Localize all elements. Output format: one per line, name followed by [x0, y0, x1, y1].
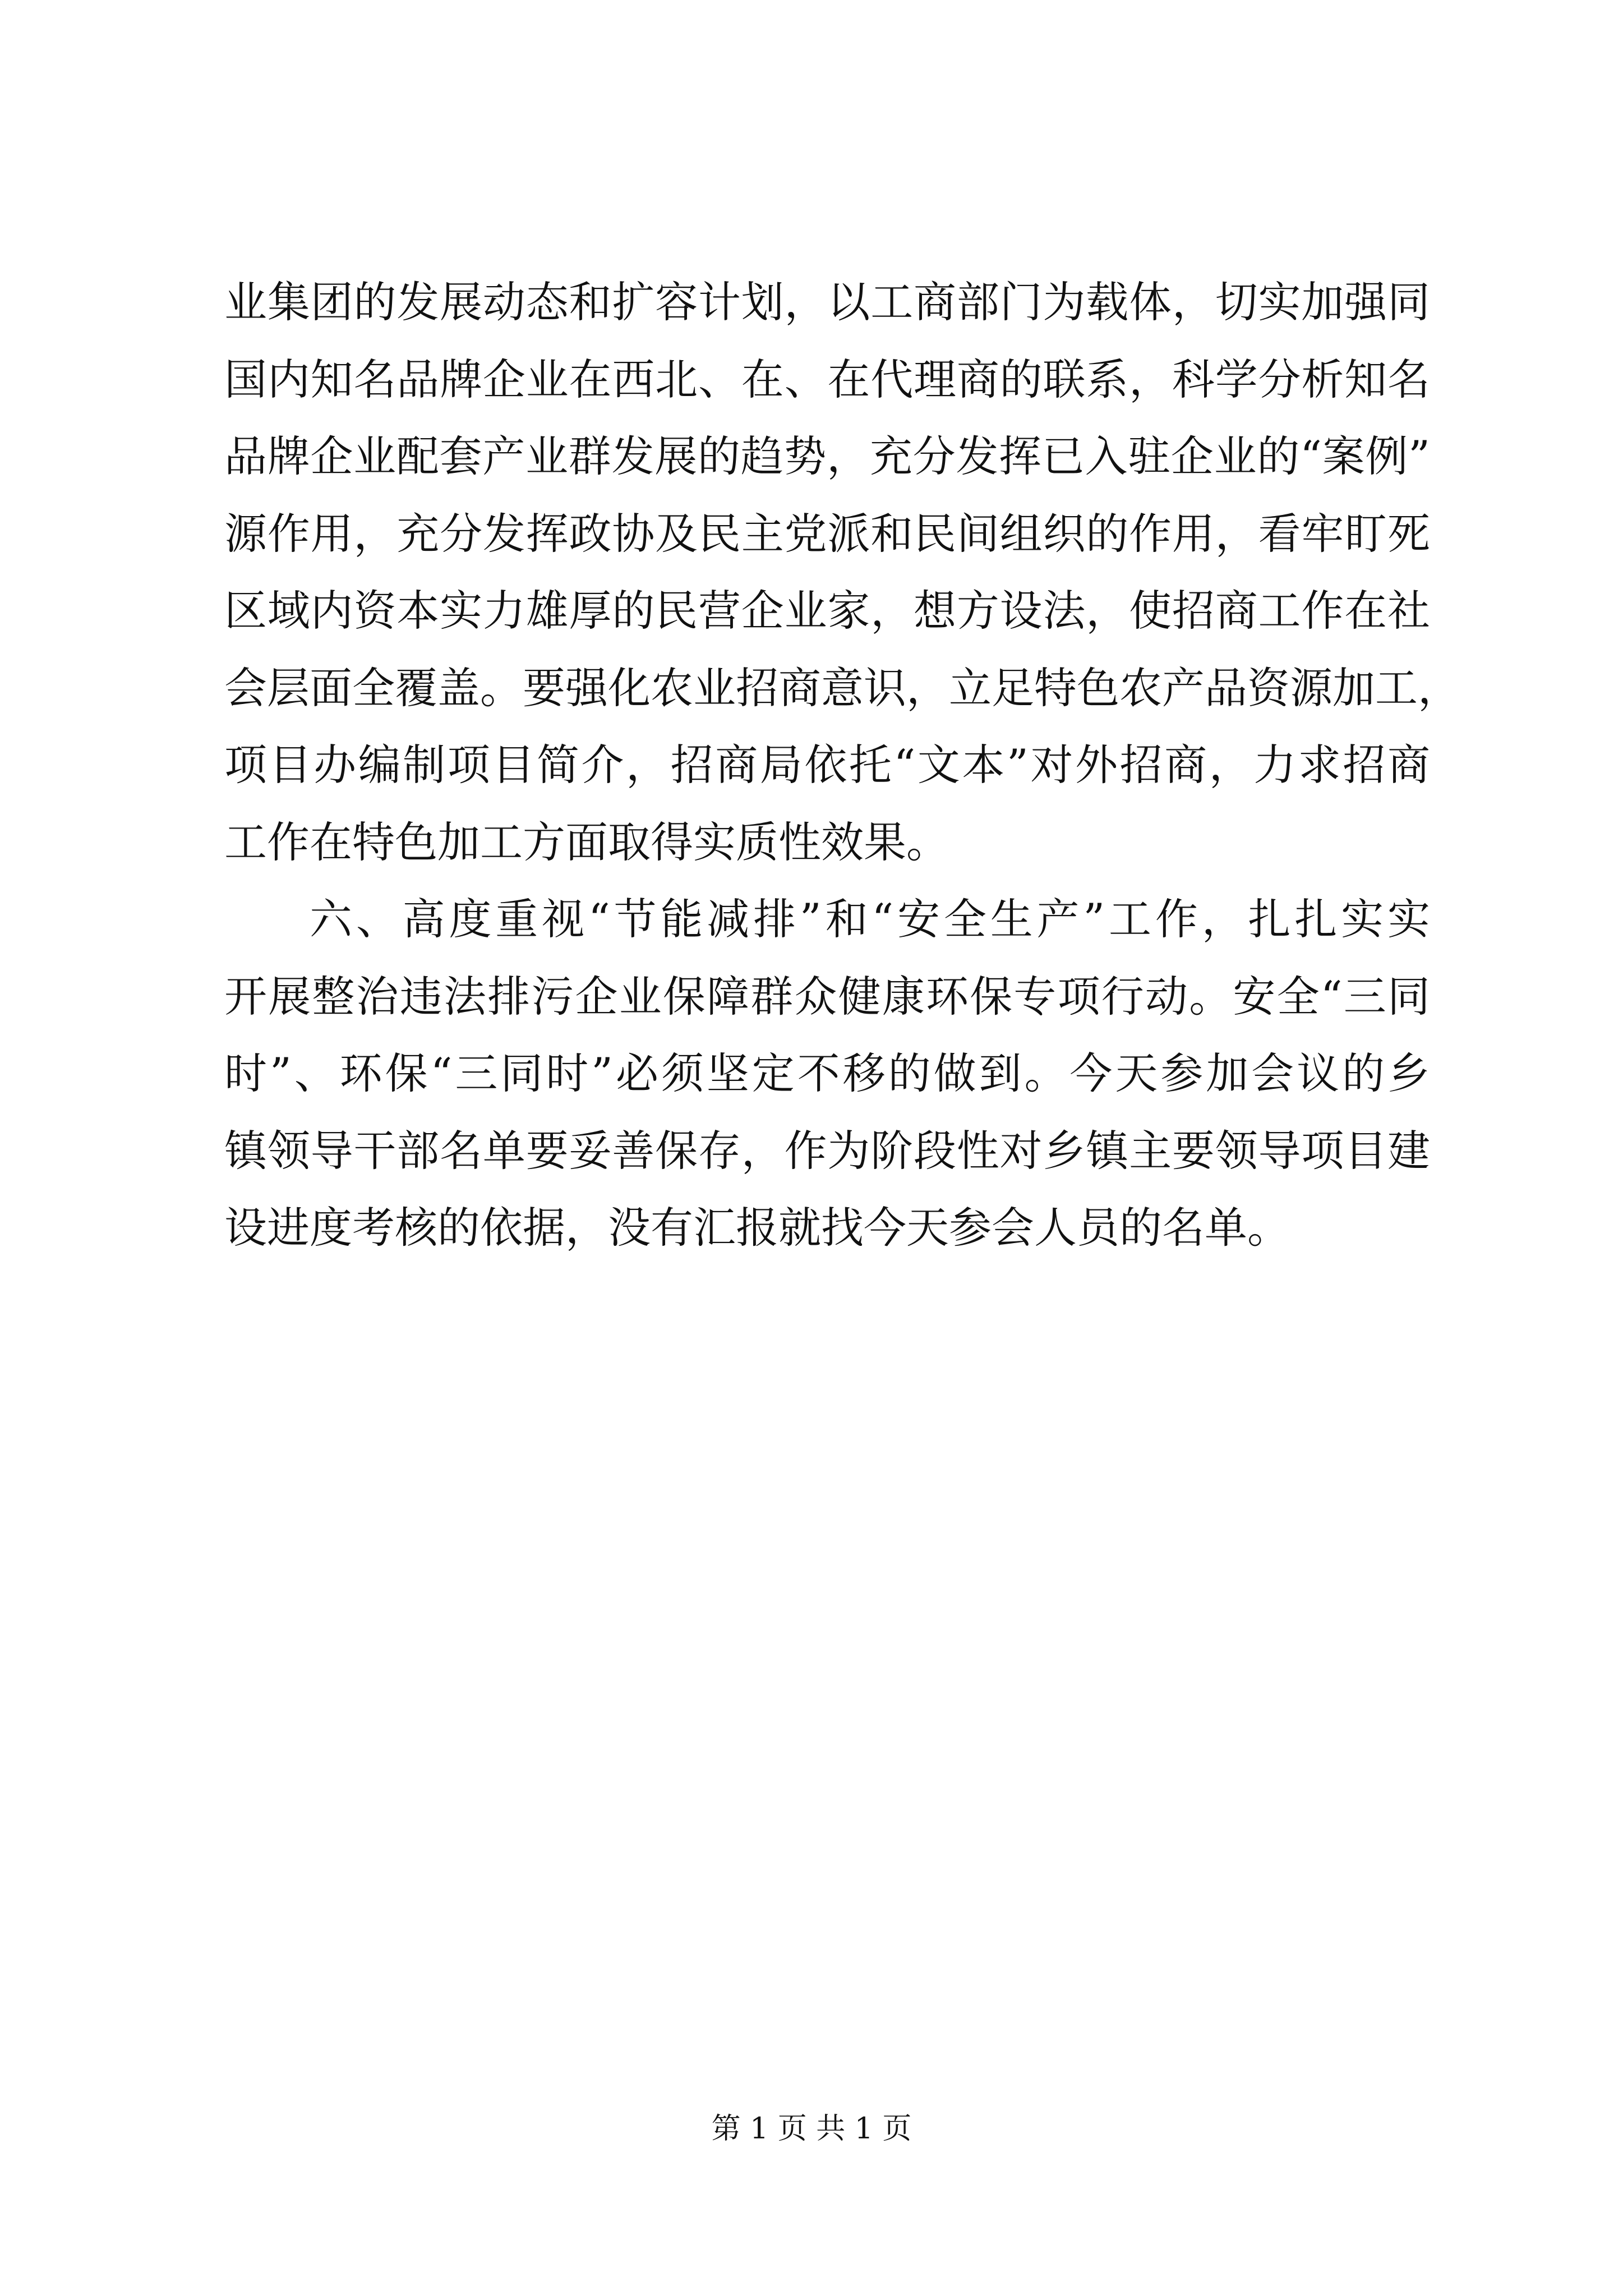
text-line: 项目办编制项目简介，招商局依托“文本”对外招商，力求招商: [224, 740, 1430, 790]
text-line: 设进度考核的依据，没有汇报就找今天参会人员的名单。: [224, 1203, 1290, 1253]
document-body: [224, 264, 1460, 1267]
text-line: 时”、环保“三同时”必须坚定不移的做到。今天参加会议的乡: [224, 1048, 1430, 1098]
text-line: 区域内资本实力雄厚的民营企业家，想方设法，使招商工作在社: [224, 586, 1430, 636]
paragraph-1: [224, 264, 1460, 881]
page-number-footer: 第 1 页 共 1 页: [711, 2112, 912, 2146]
paragraph-2: [224, 881, 1430, 1267]
text-line: 会层面全覆盖。要强化农业招商意识，立足特色农产品资源加工，: [224, 662, 1460, 713]
text-line: 开展整治违法排污企业保障群众健康环保专项行动。安全“三同: [224, 971, 1430, 1022]
text-line: 工作在特色加工方面取得实质性效果。: [224, 817, 949, 867]
text-line: 业集团的发展动态和扩容计划，以工商部门为载体，切实加强同: [224, 277, 1430, 327]
text-line: 源作用，充分发挥政协及民主党派和民间组织的作用，看牢盯死: [224, 508, 1430, 559]
text-line: 国内知名品牌企业在西北、在、在代理商的联系，科学分析知名: [224, 354, 1430, 404]
text-line: 六、高度重视“节能减排”和“安全生产”工作，扎扎实实: [310, 894, 1430, 944]
text-line: 镇领导干部名单要妥善保存，作为阶段性对乡镇主要领导项目建: [224, 1125, 1430, 1176]
text-line: 品牌企业配套产业群发展的趋势，充分发挥已入驻企业的“案例”: [224, 431, 1430, 481]
